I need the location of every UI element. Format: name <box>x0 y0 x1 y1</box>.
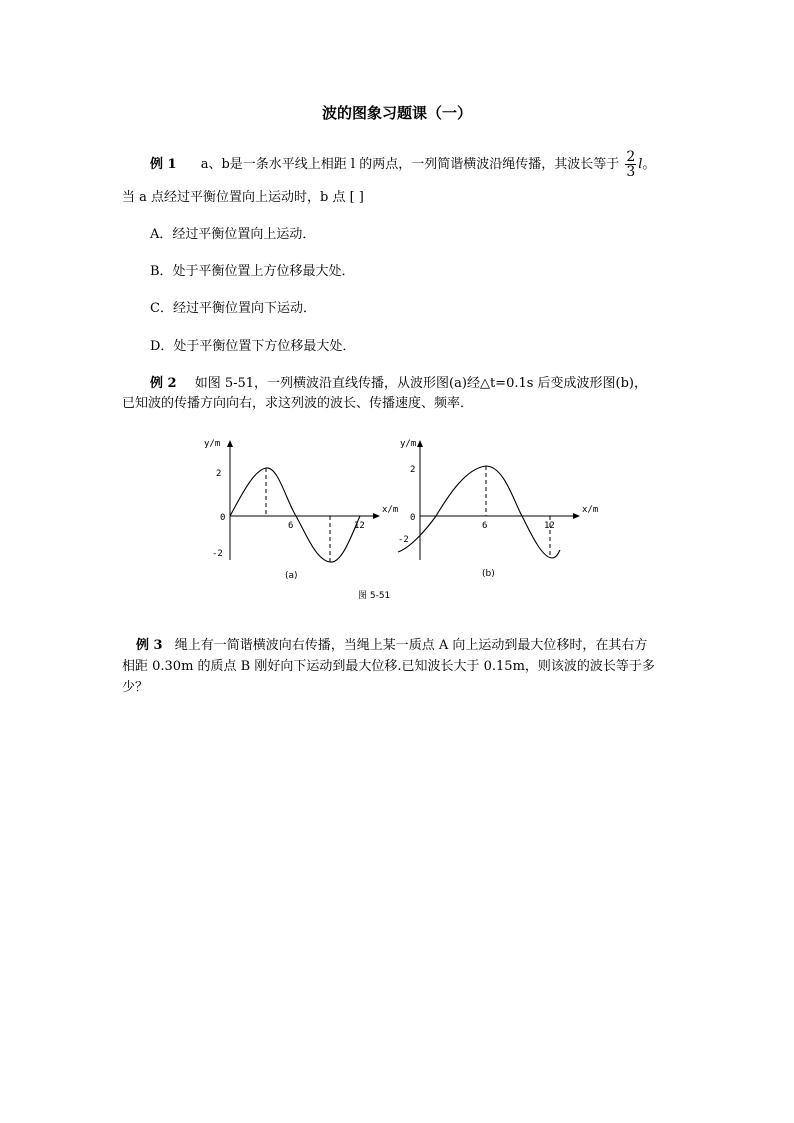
option-a: A．经过平衡位置向上运动． <box>150 227 316 242</box>
example-1-text: a、b是一条水平线上相距 l 的两点，一列简谐横波沿绳传播，其波长等于 <box>200 157 620 172</box>
option-d: D．处于平衡位置下方位移最大处． <box>150 339 356 354</box>
graph-a-tick-6: 6 <box>288 521 294 531</box>
graph-a-x-label: x/m <box>382 505 399 515</box>
option-c: C．经过平衡位置向下运动． <box>150 301 316 316</box>
graph-b <box>398 439 598 579</box>
fraction-two-thirds: $\frac{2}{3}$ <box>626 149 636 180</box>
graph-a-tick-0: 0 <box>220 513 226 523</box>
graph-a-tick-12: 12 <box>354 521 365 531</box>
figure-caption: 图 5-51 <box>358 591 391 601</box>
graph-b-y-arrow-icon <box>417 440 423 447</box>
example-3-line-2: 相距 0.30m 的质点 B 刚好向下运动到最大位移.已知波长大于 0.15m，则该波的波长等于多 <box>122 659 655 674</box>
graph-b-y-label: y/m <box>400 439 417 449</box>
graph-a-tick-2: 2 <box>216 469 222 479</box>
graph-b-wave-curve <box>398 466 560 558</box>
graph-a-y-arrow-icon <box>227 440 233 447</box>
graph-b-x-label: x/m <box>582 505 599 515</box>
example-3-line-1: 例 3 绳上有一简谐横波向右传播，当绳上某一质点 A 向上运动到最大位移时，在其右方 <box>136 638 648 653</box>
graph-b-tick-12: 12 <box>544 521 555 531</box>
variable-l: l <box>638 157 643 172</box>
graph-b-tick-0: 0 <box>410 513 416 523</box>
option-b: B．处于平衡位置上方位移最大处． <box>150 264 355 279</box>
example-3-line-3: 少？ <box>122 680 149 695</box>
example-2-label: 例 2 <box>150 376 177 391</box>
graph-a-y-label: y/m <box>204 439 221 449</box>
figure-5-51 <box>190 430 610 610</box>
page-title: 波的图象习题课（一） <box>321 104 472 122</box>
graph-b-tick-6: 6 <box>482 521 488 531</box>
example-1-line-2: 当 a 点经过平衡位置向上运动时，b 点 [ ] <box>122 190 364 205</box>
graph-a-wave-curve <box>230 468 360 562</box>
graph-a-caption: (a) <box>285 571 298 581</box>
example-3-label: 例 3 <box>136 638 163 653</box>
graph-b-x-arrow-icon <box>573 513 580 519</box>
graph-b-caption: (b) <box>482 569 495 579</box>
example-2-line-1: 例 2 如图 5-51，一列横波沿直线传播，从波形图(a)经△t=0.1s 后变成波形图(b)， <box>150 376 648 391</box>
example-1-line-1: 例 1 a、b是一条水平线上相距 l 的两点，一列简谐横波沿绳传播，其波长等于 $\frac{2}{3}$ l。 <box>150 149 656 180</box>
example-1-label: 例 1 <box>150 157 177 172</box>
graph-a <box>204 439 398 581</box>
graph-a-tick-neg2: -2 <box>212 549 223 559</box>
graph-b-tick-neg2: -2 <box>398 535 409 545</box>
graph-a-x-arrow-icon <box>373 513 380 519</box>
graph-b-tick-2: 2 <box>410 465 416 475</box>
example-2-line-2: 已知波的传播方向向右，求这列波的波长、传播速度、频率． <box>122 396 474 411</box>
